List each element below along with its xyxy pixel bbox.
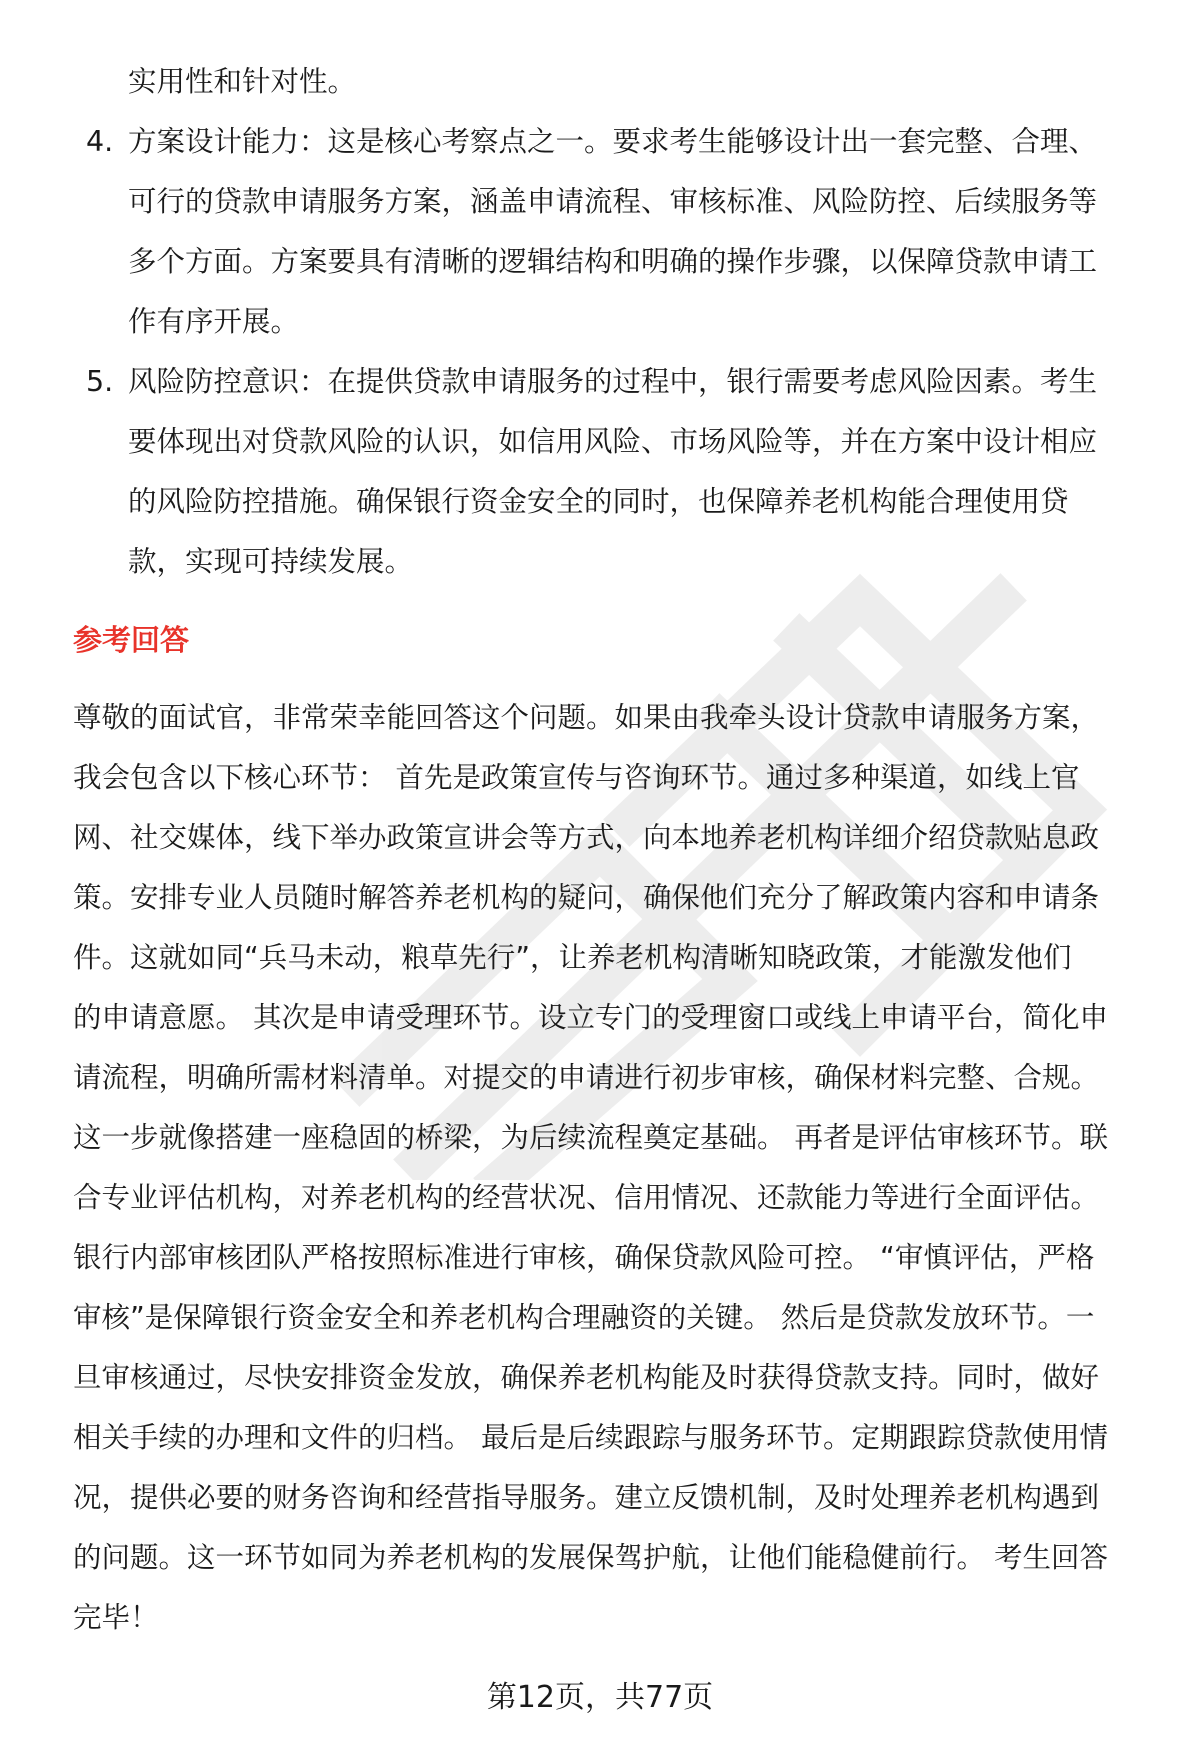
list-item-line: 款，实现可持续发展。 (128, 545, 414, 578)
evaluation-points (72, 52, 1152, 592)
answer-line: 银行内部审核团队严格按照标准进行审核，确保贷款风险可控。 “审慎评估，严格 (73, 1241, 1095, 1274)
reference-answer-body (73, 688, 1153, 1648)
list-item-5 (72, 352, 1152, 592)
answer-line: 我会包含以下核心环节： 首先是政策宣传与咨询环节。通过多种渠道，如线上官 (73, 761, 1080, 794)
list-number: 4. (86, 125, 114, 158)
list-item-line: 要体现出对贷款风险的认识，如信用风险、市场风险等，并在方案中设计相应 (128, 425, 1098, 458)
answer-line: 合专业评估机构，对养老机构的经营状况、信用情况、还款能力等进行全面评估。 (73, 1181, 1100, 1214)
answer-line: 旦审核通过，尽快安排资金发放，确保养老机构能及时获得贷款支持。同时，做好 (73, 1361, 1100, 1394)
list-item-line: 风险防控意识：在提供贷款申请服务的过程中，银行需要考虑风险因素。考生 (128, 365, 1098, 398)
answer-line: 这一步就像搭建一座稳固的桥梁，为后续流程奠定基础。 再者是评估审核环节。联 (73, 1121, 1109, 1154)
answer-line: 请流程，明确所需材料清单。对提交的申请进行初步审核，确保材料完整、合规。 (73, 1061, 1100, 1094)
answer-line: 的申请意愿。 其次是申请受理环节。设立专门的受理窗口或线上申请平台，简化申 (73, 1001, 1109, 1034)
answer-line: 审核”是保障银行资金安全和养老机构合理融资的关键。 然后是贷款发放环节。一 (73, 1301, 1095, 1334)
answer-line: 策。安排专业人员随时解答养老机构的疑问，确保他们充分了解政策内容和申请条 (73, 881, 1100, 914)
list-item-line: 作有序开展。 (128, 305, 300, 338)
answer-line: 网、社交媒体，线下举办政策宣讲会等方式，向本地养老机构详细介绍贷款贴息政 (73, 821, 1100, 854)
list-item-4 (72, 112, 1152, 352)
list-item-line: 方案设计能力：这是核心考察点之一。要求考生能够设计出一套完整、合理、 (128, 125, 1098, 158)
page-number-footer: 第12页，共77页 (486, 1680, 714, 1715)
list-item-line: 多个方面。方案要具有清晰的逻辑结构和明确的操作步骤，以保障贷款申请工 (128, 245, 1098, 278)
answer-line: 尊敬的面试官，非常荣幸能回答这个问题。如果由我牵头设计贷款申请服务方案， (73, 701, 1100, 734)
answer-line: 完毕！ (73, 1601, 159, 1634)
list-number: 5. (86, 365, 114, 398)
answer-line: 的问题。这一环节如同为养老机构的发展保驾护航，让他们能稳健前行。 考生回答 (73, 1541, 1109, 1574)
answer-line: 况，提供必要的财务咨询和经营指导服务。建立反馈机制，及时处理养老机构遇到 (73, 1481, 1100, 1514)
list-item-line: 可行的贷款申请服务方案，涵盖申请流程、审核标准、风险防控、后续服务等 (128, 185, 1098, 218)
prev-item-tail: 实用性和针对性。 (128, 65, 357, 98)
list-item-line: 的风险防控措施。确保银行资金安全的同时，也保障养老机构能合理使用贷 (128, 485, 1069, 518)
answer-line: 相关手续的办理和文件的归档。 最后是后续跟踪与服务环节。定期跟踪贷款使用情 (73, 1421, 1109, 1454)
answer-line: 件。这就如同“兵马未动，粮草先行”，让养老机构清晰知晓政策，才能激发他们 (73, 941, 1072, 974)
reference-answer-heading: 参考回答 (73, 623, 190, 657)
